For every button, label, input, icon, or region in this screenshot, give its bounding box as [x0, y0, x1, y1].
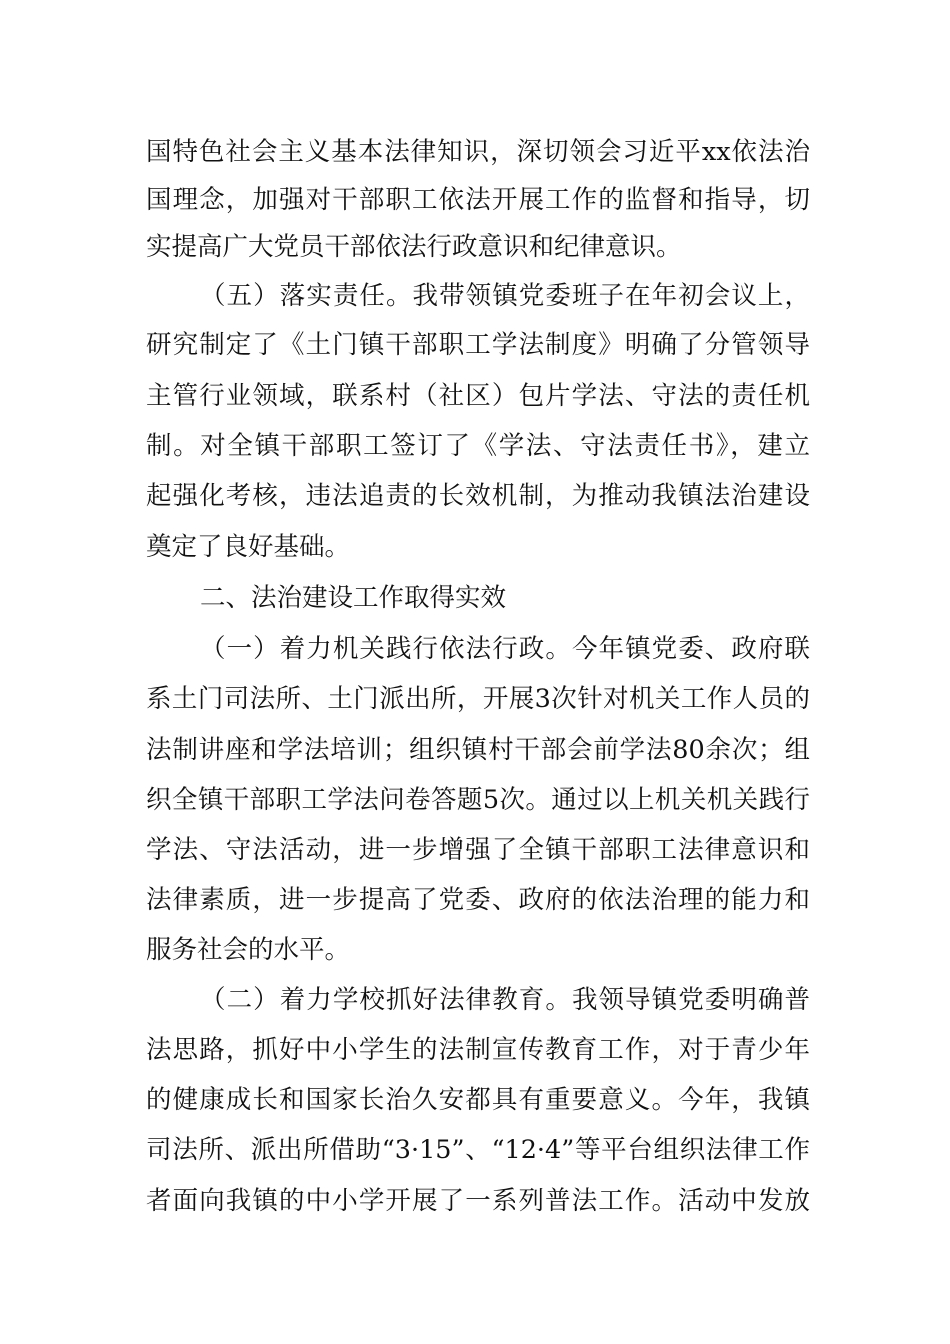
text-line-8: 起强化考核，违法追责的长效机制，为推动我镇法治建设 [146, 481, 810, 511]
text-line-13: 法制讲座和学法培训；组织镇村干部会前学法80余次；组 [146, 735, 810, 765]
section-heading-2: 二、法治建设工作取得实效 [200, 583, 507, 613]
text-line-19: 法思路，抓好中小学生的法制宣传教育工作，对于青少年 [146, 1035, 810, 1065]
text-line-20: 的健康成长和国家长治久安都具有重要意义。今年，我镇 [146, 1085, 810, 1115]
text-line-9: 奠定了良好基础。 [146, 532, 351, 562]
text-line-6: 主管行业领域，联系村（社区）包片学法、守法的责任机 [146, 381, 810, 411]
text-line-17: 服务社会的水平。 [146, 935, 351, 965]
text-line-14: 织全镇干部职工学法问卷答题5次。通过以上机关机关践行 [146, 785, 810, 815]
text-line-15: 学法、守法活动，进一步增强了全镇干部职工法律意识和 [146, 835, 810, 865]
text-line-2: 国理念，加强对干部职工依法开展工作的监督和指导，切 [146, 185, 810, 215]
text-line-1: 国特色社会主义基本法律知识，深切领会习近平xx依法治 [146, 137, 810, 167]
text-line-21: 司法所、派出所借助“3·15”、“12·4”等平台组织法律工作 [146, 1135, 810, 1165]
section-heading-5: （五）落实责任。我带领镇党委班子在年初会议上， [200, 281, 810, 311]
text-line-3: 实提高广大党员干部依法行政意识和纪律意识。 [146, 232, 682, 262]
text-line-22: 者面向我镇的中小学开展了一系列普法工作。活动中发放 [146, 1186, 810, 1216]
text-line-5: 研究制定了《土门镇干部职工学法制度》明确了分管领导 [146, 330, 810, 360]
subsection-heading-1: （一）着力机关践行依法行政。今年镇党委、政府联 [200, 634, 810, 664]
text-line-7: 制。对全镇干部职工签订了《学法、守法责任书》，建立 [146, 431, 810, 461]
text-line-12: 系土门司法所、土门派出所，开展3次针对机关工作人员的 [146, 684, 810, 714]
text-line-16: 法律素质，进一步提高了党委、政府的依法治理的能力和 [146, 885, 810, 915]
subsection-heading-2: （二）着力学校抓好法律教育。我领导镇党委明确普 [200, 985, 810, 1015]
